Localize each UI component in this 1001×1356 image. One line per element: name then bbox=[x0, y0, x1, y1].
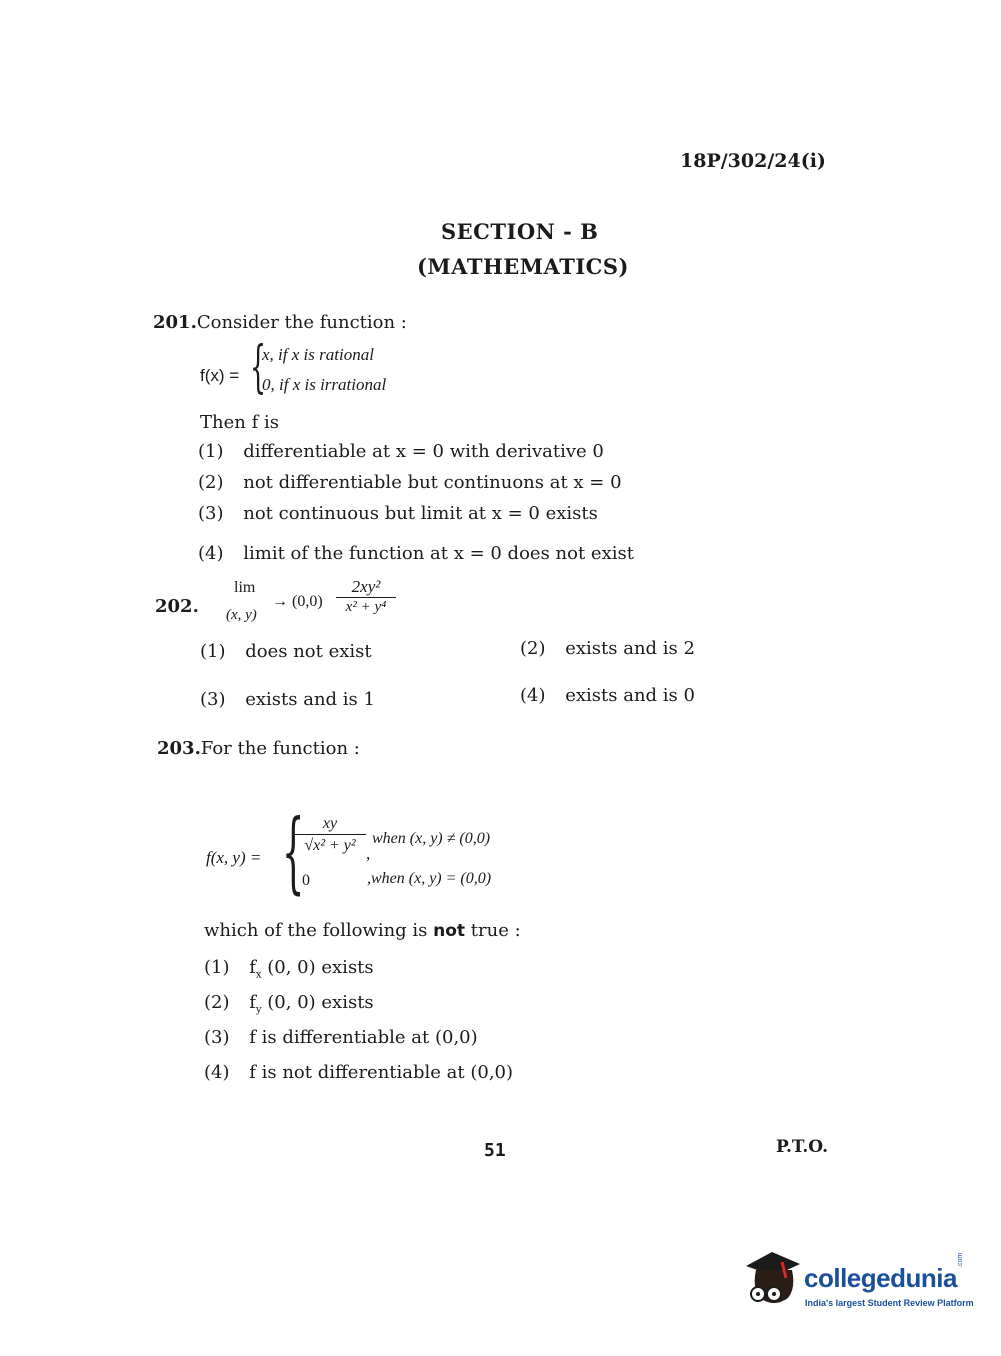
lead-text: Then f is bbox=[200, 412, 279, 433]
fraction-numerator: xy bbox=[322, 815, 338, 832]
fx-label: f(x) = bbox=[200, 366, 240, 385]
pto-mark: P.T.O. bbox=[776, 1137, 828, 1157]
zero-value: 0 bbox=[302, 872, 310, 889]
page-number: 51 bbox=[484, 1140, 506, 1161]
case-irrational: 0, if x is irrational bbox=[262, 375, 387, 394]
paper-code: 18P/302/24(i) bbox=[680, 150, 826, 172]
question-201 bbox=[153, 312, 407, 333]
left-brace: { bbox=[250, 335, 267, 400]
logo-wordmark: collegedunia bbox=[804, 1263, 957, 1293]
limit-fraction bbox=[334, 577, 398, 616]
logo-tld: .com bbox=[957, 1252, 964, 1268]
question-stem: Consider the function : bbox=[196, 312, 407, 333]
option-row: (1) does not exist bbox=[200, 641, 372, 662]
fraction-denominator: x² + y⁴ bbox=[345, 599, 387, 615]
question-203 bbox=[157, 738, 360, 759]
option-row: (2) $f_y$ (0, 0) exists bbox=[204, 992, 374, 1016]
condition-zero: ,when (x, y) = (0,0) bbox=[367, 870, 492, 887]
question-stem: For the function : bbox=[200, 738, 360, 759]
option-row: (3) not continuous but limit at x = 0 exists bbox=[198, 503, 598, 524]
section-subtitle: (MATHEMATICS) bbox=[417, 254, 629, 279]
condition-nonzero: when (x, y) ≠ (0,0) bbox=[372, 830, 491, 847]
left-brace: { bbox=[282, 800, 305, 903]
fraction-numerator: 2xy² bbox=[351, 577, 381, 596]
lim-word: lim bbox=[234, 579, 256, 596]
lim-target: → (0,0) bbox=[272, 593, 323, 610]
logo-tagline: India's largest Student Review Platform bbox=[805, 1298, 974, 1308]
option-row: (2) exists and is 2 bbox=[520, 638, 695, 659]
question-prompt: which of the following is not true : bbox=[204, 920, 521, 941]
question-number-202: 202. bbox=[155, 596, 199, 617]
piece-fraction bbox=[294, 814, 366, 857]
question-number: 201. bbox=[153, 312, 197, 333]
option-row: (1) $f_x$ (0, 0) exists bbox=[204, 957, 374, 981]
lim-variable: (x, y) bbox=[226, 607, 257, 623]
case-rational: x, if x is rational bbox=[262, 345, 374, 364]
collegedunia-mascot-icon bbox=[742, 1248, 806, 1310]
comma: , bbox=[366, 844, 371, 863]
option-row: (1) differentiable at x = 0 with derivative 0 bbox=[198, 441, 604, 462]
function-label: f(x, y) = bbox=[206, 848, 262, 867]
option-row: (3) exists and is 1 bbox=[200, 689, 375, 710]
question-number: 203. bbox=[157, 738, 201, 759]
option-row: (3) f is differentiable at (0,0) bbox=[204, 1027, 478, 1048]
option-row: (4) exists and is 0 bbox=[520, 685, 695, 706]
fraction-denominator: √x² + y² bbox=[304, 837, 356, 854]
option-row: (2) not differentiable but continuons at x = 0 bbox=[198, 472, 622, 493]
option-row: (4) limit of the function at x = 0 does not exist bbox=[198, 543, 634, 564]
option-row: (4) f is not differentiable at (0,0) bbox=[204, 1062, 514, 1083]
section-title: SECTION - B bbox=[441, 219, 599, 244]
